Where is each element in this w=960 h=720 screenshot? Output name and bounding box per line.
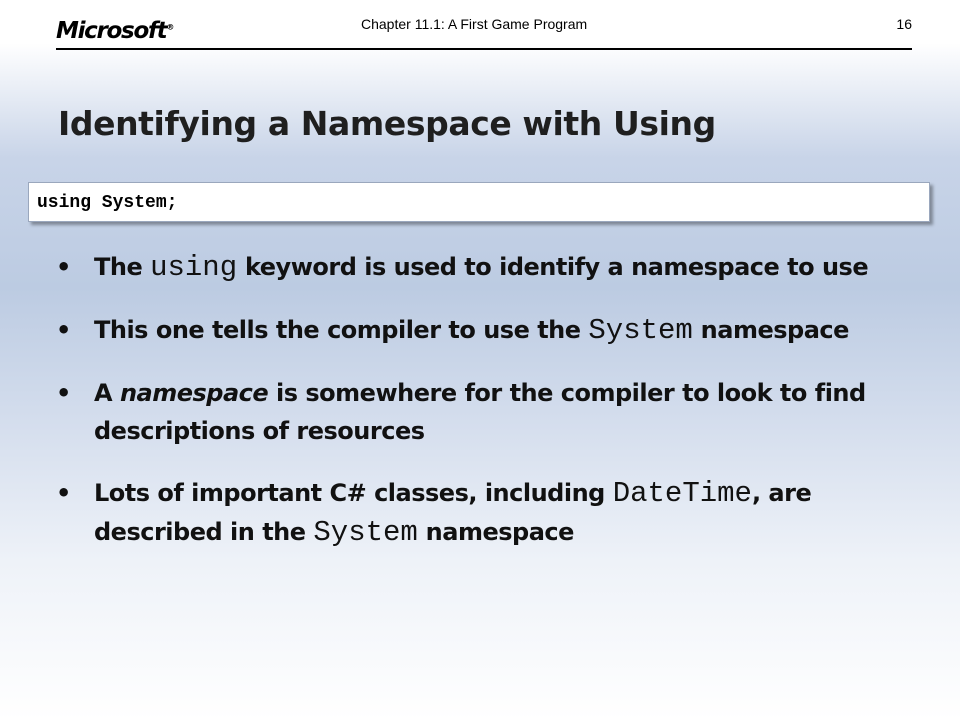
bullet-item: • This one tells the compiler to use the System namespace (56, 311, 936, 350)
code-term: using (150, 251, 238, 284)
bullet-icon: • (56, 479, 71, 507)
bullet-item: • Lots of important C# classes, including DateTime, are described in the System namespace (56, 474, 936, 552)
slide-header (56, 14, 912, 50)
microsoft-logo: Microsoft® (56, 18, 174, 44)
slide-title: Identifying a Namespace with Using (58, 104, 716, 143)
bullet-icon: • (56, 379, 71, 407)
bullet-item: • The using keyword is used to identify a namespace to use (56, 248, 936, 287)
bullet-icon: • (56, 316, 71, 344)
code-term: DateTime (612, 477, 752, 510)
code-snippet: using System; (37, 193, 178, 213)
emphasized-term: namespace (119, 379, 269, 407)
code-snippet-box (28, 182, 930, 222)
bullet-list (56, 248, 936, 576)
code-term: System (588, 314, 693, 347)
code-term: System (313, 516, 418, 549)
chapter-title: Chapter 11.1: A First Game Program (361, 16, 588, 32)
bullet-item: • A namespace is somewhere for the compiler to look to find descriptions of resources (56, 374, 936, 450)
bullet-icon: • (56, 253, 71, 281)
page-number: 16 (896, 16, 912, 32)
